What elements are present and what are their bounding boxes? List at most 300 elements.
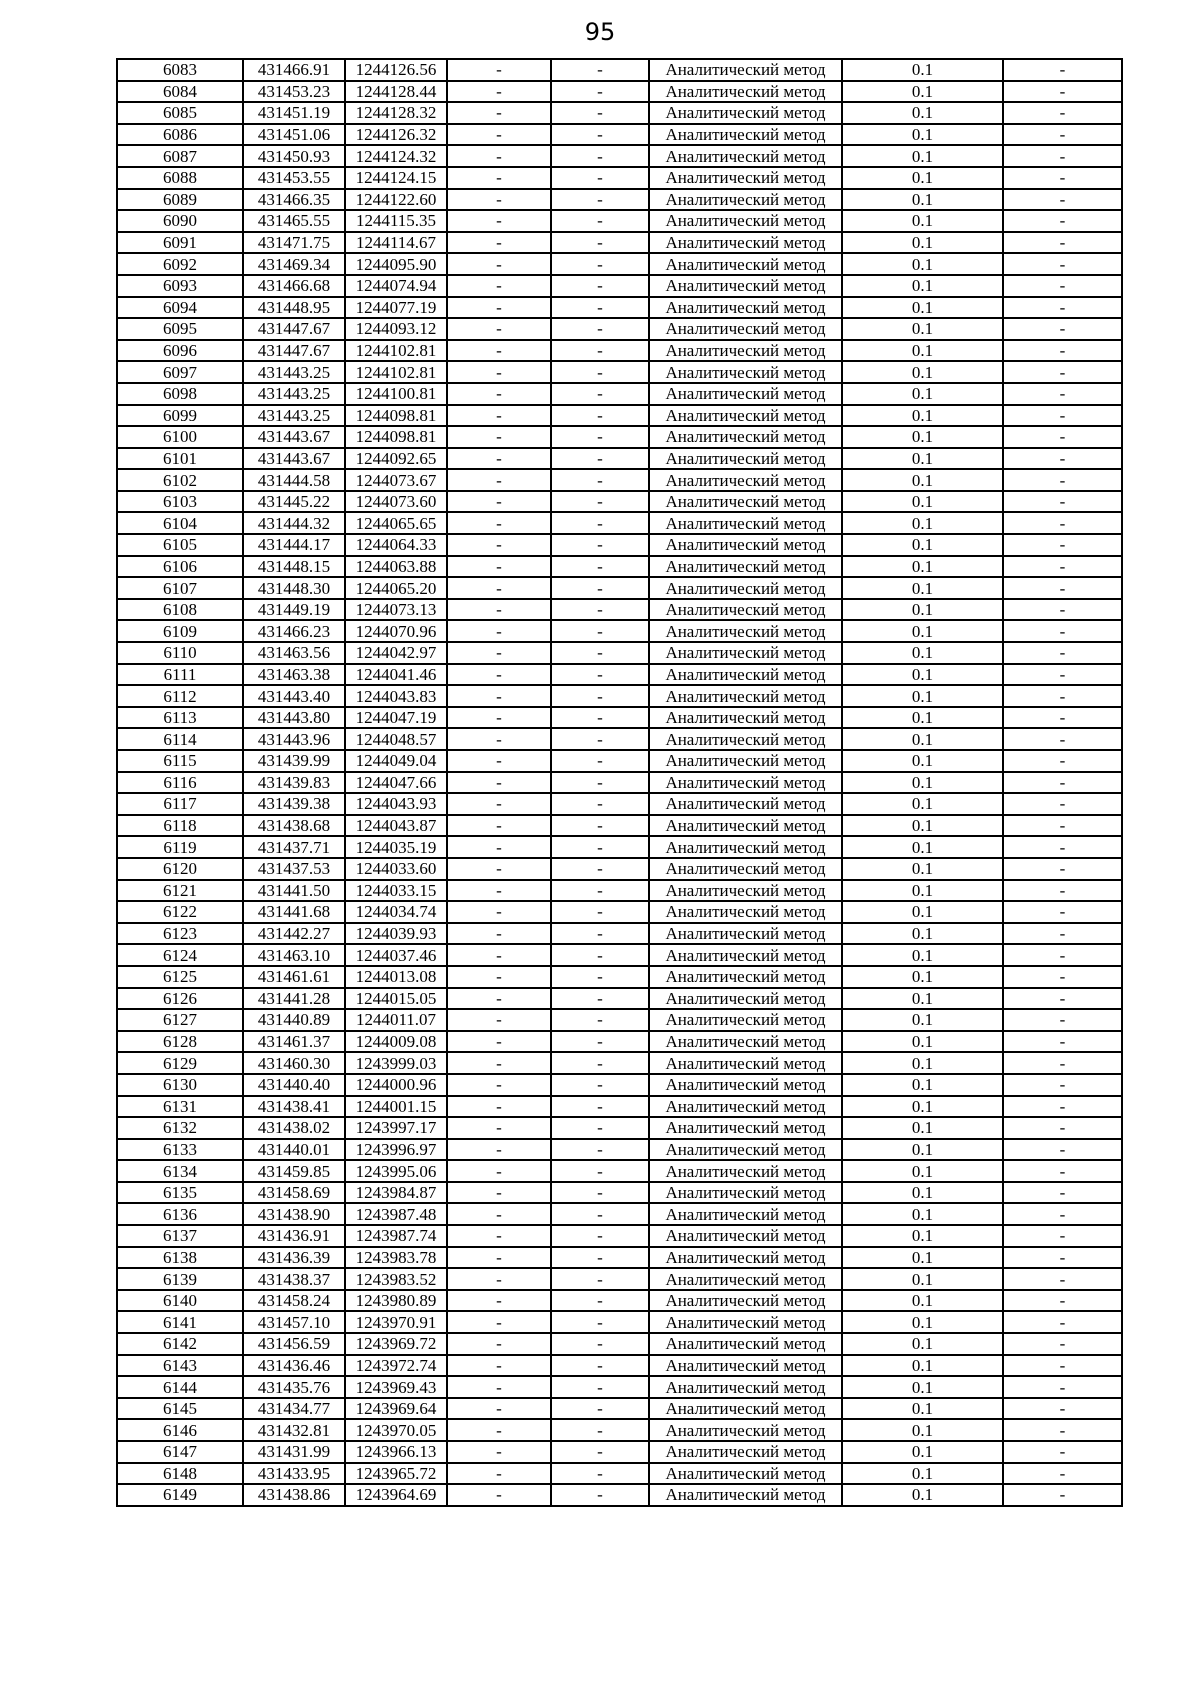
dash-cell: - [447,275,551,297]
accuracy-cell: 0.1 [842,167,1003,189]
y-coordinate-cell: 1244126.56 [345,59,447,81]
dash-cell: - [551,1463,649,1485]
table-row [117,1182,1122,1204]
dash-cell: - [1003,1419,1122,1441]
accuracy-cell: 0.1 [842,145,1003,167]
method-cell: Аналитический метод [649,1182,842,1204]
x-coordinate-cell: 431437.71 [243,836,345,858]
point-number-cell: 6095 [117,318,243,340]
dash-cell: - [1003,1139,1122,1161]
y-coordinate-cell: 1244042.97 [345,642,447,664]
table-row [117,167,1122,189]
table-row [117,707,1122,729]
point-number-cell: 6104 [117,512,243,534]
y-coordinate-cell: 1243969.43 [345,1376,447,1398]
method-cell: Аналитический метод [649,966,842,988]
accuracy-cell: 0.1 [842,1031,1003,1053]
dash-cell: - [551,1419,649,1441]
method-cell: Аналитический метод [649,1139,842,1161]
dash-cell: - [551,577,649,599]
method-cell: Аналитический метод [649,59,842,81]
dash-cell: - [447,685,551,707]
accuracy-cell: 0.1 [842,534,1003,556]
y-coordinate-cell: 1244073.13 [345,599,447,621]
x-coordinate-cell: 431459.85 [243,1160,345,1182]
accuracy-cell: 0.1 [842,1419,1003,1441]
dash-cell: - [1003,469,1122,491]
x-coordinate-cell: 431466.68 [243,275,345,297]
accuracy-cell: 0.1 [842,1139,1003,1161]
accuracy-cell: 0.1 [842,1333,1003,1355]
dash-cell: - [551,167,649,189]
method-cell: Аналитический метод [649,858,842,880]
table-row [117,253,1122,275]
y-coordinate-cell: 1244124.32 [345,145,447,167]
point-number-cell: 6130 [117,1074,243,1096]
dash-cell: - [1003,664,1122,686]
point-number-cell: 6117 [117,793,243,815]
x-coordinate-cell: 431442.27 [243,923,345,945]
dash-cell: - [447,944,551,966]
accuracy-cell: 0.1 [842,124,1003,146]
point-number-cell: 6125 [117,966,243,988]
x-coordinate-cell: 431436.39 [243,1247,345,1269]
y-coordinate-cell: 1244035.19 [345,836,447,858]
accuracy-cell: 0.1 [842,512,1003,534]
x-coordinate-cell: 431438.41 [243,1096,345,1118]
dash-cell: - [551,124,649,146]
x-coordinate-cell: 431443.25 [243,405,345,427]
method-cell: Аналитический метод [649,728,842,750]
x-coordinate-cell: 431448.95 [243,297,345,319]
y-coordinate-cell: 1244043.83 [345,685,447,707]
method-cell: Аналитический метод [649,772,842,794]
accuracy-cell: 0.1 [842,880,1003,902]
point-number-cell: 6098 [117,383,243,405]
dash-cell: - [447,707,551,729]
accuracy-cell: 0.1 [842,1117,1003,1139]
method-cell: Аналитический метод [649,1117,842,1139]
dash-cell: - [447,59,551,81]
point-number-cell: 6111 [117,664,243,686]
dash-cell: - [551,253,649,275]
x-coordinate-cell: 431440.89 [243,1009,345,1031]
point-number-cell: 6119 [117,836,243,858]
dash-cell: - [551,1376,649,1398]
dash-cell: - [1003,426,1122,448]
point-number-cell: 6131 [117,1096,243,1118]
accuracy-cell: 0.1 [842,1182,1003,1204]
method-cell: Аналитический метод [649,815,842,837]
table-row [117,1074,1122,1096]
table-row [117,944,1122,966]
accuracy-cell: 0.1 [842,426,1003,448]
table-row [117,793,1122,815]
dash-cell: - [551,469,649,491]
dash-cell: - [447,1290,551,1312]
method-cell: Аналитический метод [649,944,842,966]
dash-cell: - [447,512,551,534]
x-coordinate-cell: 431433.95 [243,1463,345,1485]
point-number-cell: 6126 [117,988,243,1010]
method-cell: Аналитический метод [649,426,842,448]
x-coordinate-cell: 431453.23 [243,81,345,103]
point-number-cell: 6118 [117,815,243,837]
dash-cell: - [551,1139,649,1161]
dash-cell: - [447,297,551,319]
dash-cell: - [447,469,551,491]
accuracy-cell: 0.1 [842,793,1003,815]
dash-cell: - [551,988,649,1010]
dash-cell: - [1003,81,1122,103]
dash-cell: - [551,1096,649,1118]
dash-cell: - [1003,405,1122,427]
x-coordinate-cell: 431441.28 [243,988,345,1010]
method-cell: Аналитический метод [649,1463,842,1485]
dash-cell: - [551,491,649,513]
dash-cell: - [551,1311,649,1333]
method-cell: Аналитический метод [649,1419,842,1441]
dash-cell: - [447,1203,551,1225]
y-coordinate-cell: 1243970.05 [345,1419,447,1441]
point-number-cell: 6133 [117,1139,243,1161]
dash-cell: - [447,1182,551,1204]
table-row [117,1311,1122,1333]
dash-cell: - [551,1052,649,1074]
dash-cell: - [447,1074,551,1096]
method-cell: Аналитический метод [649,167,842,189]
accuracy-cell: 0.1 [842,361,1003,383]
dash-cell: - [551,880,649,902]
point-number-cell: 6097 [117,361,243,383]
x-coordinate-cell: 431447.67 [243,340,345,362]
y-coordinate-cell: 1244100.81 [345,383,447,405]
method-cell: Аналитический метод [649,318,842,340]
x-coordinate-cell: 431435.76 [243,1376,345,1398]
dash-cell: - [1003,642,1122,664]
accuracy-cell: 0.1 [842,556,1003,578]
method-cell: Аналитический метод [649,124,842,146]
accuracy-cell: 0.1 [842,577,1003,599]
dash-cell: - [551,1074,649,1096]
dash-cell: - [551,210,649,232]
point-number-cell: 6112 [117,685,243,707]
method-cell: Аналитический метод [649,253,842,275]
dash-cell: - [447,253,551,275]
y-coordinate-cell: 1243980.89 [345,1290,447,1312]
dash-cell: - [1003,1031,1122,1053]
x-coordinate-cell: 431463.56 [243,642,345,664]
dash-cell: - [447,405,551,427]
x-coordinate-cell: 431432.81 [243,1419,345,1441]
dash-cell: - [1003,1225,1122,1247]
dash-cell: - [551,599,649,621]
accuracy-cell: 0.1 [842,1484,1003,1506]
method-cell: Аналитический метод [649,1376,842,1398]
accuracy-cell: 0.1 [842,1463,1003,1485]
x-coordinate-cell: 431431.99 [243,1441,345,1463]
method-cell: Аналитический метод [649,836,842,858]
dash-cell: - [447,923,551,945]
y-coordinate-cell: 1244041.46 [345,664,447,686]
accuracy-cell: 0.1 [842,707,1003,729]
dash-cell: - [551,1160,649,1182]
dash-cell: - [551,728,649,750]
method-cell: Аналитический метод [649,620,842,642]
method-cell: Аналитический метод [649,1484,842,1506]
dash-cell: - [551,1268,649,1290]
x-coordinate-cell: 431458.69 [243,1182,345,1204]
dash-cell: - [551,1247,649,1269]
dash-cell: - [1003,210,1122,232]
dash-cell: - [1003,1484,1122,1506]
table-row [117,772,1122,794]
point-number-cell: 6120 [117,858,243,880]
table-row [117,923,1122,945]
dash-cell: - [447,1268,551,1290]
dash-cell: - [447,1333,551,1355]
table-row [117,340,1122,362]
dash-cell: - [447,361,551,383]
table-row [117,1117,1122,1139]
table-row [117,1333,1122,1355]
table-row [117,1268,1122,1290]
x-coordinate-cell: 431469.34 [243,253,345,275]
dash-cell: - [551,189,649,211]
x-coordinate-cell: 431449.19 [243,599,345,621]
method-cell: Аналитический метод [649,1096,842,1118]
point-number-cell: 6083 [117,59,243,81]
accuracy-cell: 0.1 [842,340,1003,362]
dash-cell: - [1003,750,1122,772]
method-cell: Аналитический метод [649,707,842,729]
table-row [117,275,1122,297]
method-cell: Аналитический метод [649,599,842,621]
dash-cell: - [1003,836,1122,858]
point-number-cell: 6136 [117,1203,243,1225]
dash-cell: - [447,664,551,686]
dash-cell: - [1003,340,1122,362]
dash-cell: - [551,361,649,383]
dash-cell: - [551,793,649,815]
method-cell: Аналитический метод [649,469,842,491]
method-cell: Аналитический метод [649,642,842,664]
y-coordinate-cell: 1244015.05 [345,988,447,1010]
y-coordinate-cell: 1244009.08 [345,1031,447,1053]
point-number-cell: 6092 [117,253,243,275]
method-cell: Аналитический метод [649,1290,842,1312]
dash-cell: - [447,1311,551,1333]
dash-cell: - [447,750,551,772]
x-coordinate-cell: 431445.22 [243,491,345,513]
dash-cell: - [551,448,649,470]
table-row [117,1225,1122,1247]
table-row [117,599,1122,621]
method-cell: Аналитический метод [649,1052,842,1074]
accuracy-cell: 0.1 [842,1376,1003,1398]
point-number-cell: 6149 [117,1484,243,1506]
y-coordinate-cell: 1244128.44 [345,81,447,103]
accuracy-cell: 0.1 [842,944,1003,966]
x-coordinate-cell: 431438.90 [243,1203,345,1225]
x-coordinate-cell: 431441.50 [243,880,345,902]
x-coordinate-cell: 431441.68 [243,901,345,923]
method-cell: Аналитический метод [649,1311,842,1333]
accuracy-cell: 0.1 [842,664,1003,686]
dash-cell: - [1003,1009,1122,1031]
dash-cell: - [447,577,551,599]
y-coordinate-cell: 1243987.74 [345,1225,447,1247]
dash-cell: - [1003,988,1122,1010]
point-number-cell: 6107 [117,577,243,599]
point-number-cell: 6090 [117,210,243,232]
dash-cell: - [551,923,649,945]
dash-cell: - [1003,1441,1122,1463]
table-row [117,836,1122,858]
dash-cell: - [551,275,649,297]
y-coordinate-cell: 1244122.60 [345,189,447,211]
x-coordinate-cell: 431444.17 [243,534,345,556]
table-row [117,232,1122,254]
x-coordinate-cell: 431465.55 [243,210,345,232]
y-coordinate-cell: 1244070.96 [345,620,447,642]
table-row [117,102,1122,124]
accuracy-cell: 0.1 [842,815,1003,837]
dash-cell: - [447,210,551,232]
dash-cell: - [551,1290,649,1312]
method-cell: Аналитический метод [649,685,842,707]
method-cell: Аналитический метод [649,189,842,211]
dash-cell: - [551,944,649,966]
point-number-cell: 6116 [117,772,243,794]
x-coordinate-cell: 431448.15 [243,556,345,578]
dash-cell: - [551,1031,649,1053]
dash-cell: - [447,772,551,794]
dash-cell: - [1003,1247,1122,1269]
method-cell: Аналитический метод [649,1225,842,1247]
dash-cell: - [551,1225,649,1247]
dash-cell: - [551,318,649,340]
method-cell: Аналитический метод [649,275,842,297]
dash-cell: - [1003,1117,1122,1139]
accuracy-cell: 0.1 [842,1160,1003,1182]
x-coordinate-cell: 431443.67 [243,448,345,470]
dash-cell: - [447,642,551,664]
table-row [117,1139,1122,1161]
dash-cell: - [447,124,551,146]
table-row [117,361,1122,383]
x-coordinate-cell: 431443.96 [243,728,345,750]
method-cell: Аналитический метод [649,988,842,1010]
dash-cell: - [551,707,649,729]
point-number-cell: 6101 [117,448,243,470]
dash-cell: - [551,901,649,923]
dash-cell: - [1003,383,1122,405]
dash-cell: - [447,1463,551,1485]
y-coordinate-cell: 1244037.46 [345,944,447,966]
table-row [117,124,1122,146]
x-coordinate-cell: 431463.38 [243,664,345,686]
method-cell: Аналитический метод [649,361,842,383]
y-coordinate-cell: 1244033.60 [345,858,447,880]
table-row [117,448,1122,470]
point-number-cell: 6108 [117,599,243,621]
point-number-cell: 6099 [117,405,243,427]
dash-cell: - [447,1484,551,1506]
dash-cell: - [447,102,551,124]
table-row [117,685,1122,707]
x-coordinate-cell: 431461.37 [243,1031,345,1053]
y-coordinate-cell: 1244077.19 [345,297,447,319]
page-number: 95 [584,18,616,46]
dash-cell: - [447,1052,551,1074]
point-number-cell: 6103 [117,491,243,513]
x-coordinate-cell: 431438.86 [243,1484,345,1506]
x-coordinate-cell: 431466.35 [243,189,345,211]
method-cell: Аналитический метод [649,448,842,470]
table-body [117,59,1122,1506]
accuracy-cell: 0.1 [842,1009,1003,1031]
y-coordinate-cell: 1244064.33 [345,534,447,556]
table-row [117,664,1122,686]
table-row [117,189,1122,211]
dash-cell: - [551,297,649,319]
x-coordinate-cell: 431456.59 [243,1333,345,1355]
point-number-cell: 6114 [117,728,243,750]
y-coordinate-cell: 1244043.87 [345,815,447,837]
dash-cell: - [1003,232,1122,254]
dash-cell: - [551,1441,649,1463]
dash-cell: - [447,1139,551,1161]
dash-cell: - [1003,815,1122,837]
dash-cell: - [447,1398,551,1420]
table-row [117,1203,1122,1225]
method-cell: Аналитический метод [649,1333,842,1355]
point-number-cell: 6091 [117,232,243,254]
accuracy-cell: 0.1 [842,405,1003,427]
dash-cell: - [447,81,551,103]
x-coordinate-cell: 431438.02 [243,1117,345,1139]
dash-cell: - [447,815,551,837]
point-number-cell: 6142 [117,1333,243,1355]
table-row [117,620,1122,642]
dash-cell: - [1003,318,1122,340]
accuracy-cell: 0.1 [842,858,1003,880]
dash-cell: - [551,966,649,988]
table-row [117,750,1122,772]
y-coordinate-cell: 1244074.94 [345,275,447,297]
accuracy-cell: 0.1 [842,383,1003,405]
x-coordinate-cell: 431440.40 [243,1074,345,1096]
y-coordinate-cell: 1244039.93 [345,923,447,945]
y-coordinate-cell: 1244102.81 [345,361,447,383]
point-number-cell: 6106 [117,556,243,578]
dash-cell: - [551,534,649,556]
dash-cell: - [447,1376,551,1398]
method-cell: Аналитический метод [649,145,842,167]
dash-cell: - [551,685,649,707]
dash-cell: - [447,988,551,1010]
x-coordinate-cell: 431444.58 [243,469,345,491]
accuracy-cell: 0.1 [842,1441,1003,1463]
point-number-cell: 6096 [117,340,243,362]
y-coordinate-cell: 1243964.69 [345,1484,447,1506]
table-row [117,469,1122,491]
table-row [117,1419,1122,1441]
point-number-cell: 6094 [117,297,243,319]
accuracy-cell: 0.1 [842,318,1003,340]
table-row [117,512,1122,534]
